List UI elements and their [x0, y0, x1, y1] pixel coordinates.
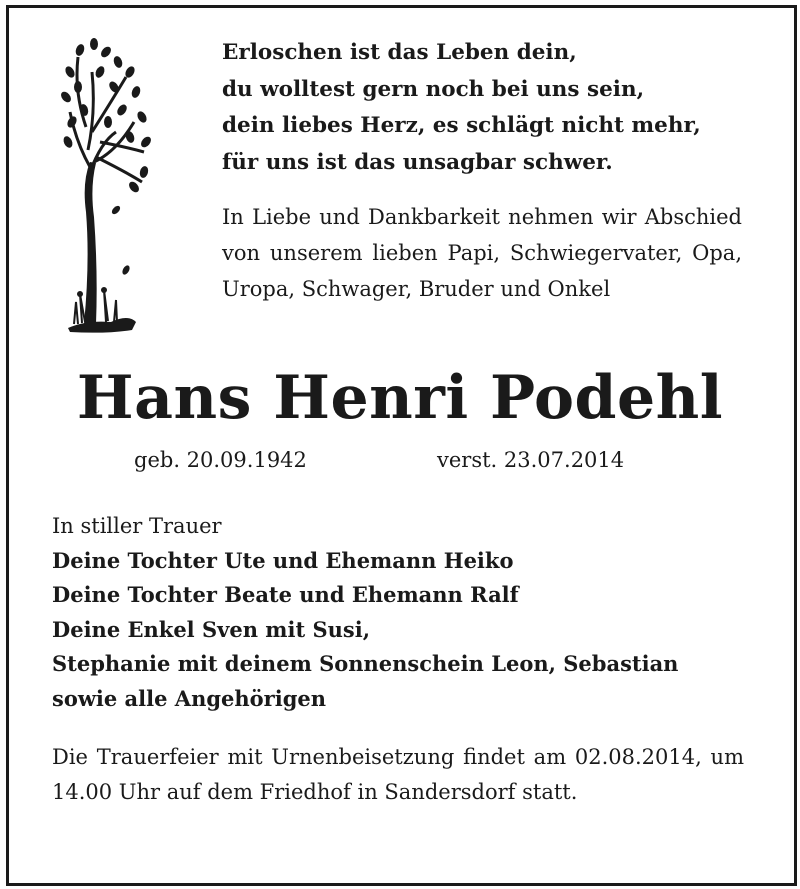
mourner-line: sowie alle Angehörigen	[52, 685, 327, 711]
mourner-line: Deine Tochter Ute und Ehemann Heiko	[52, 547, 514, 573]
poem	[222, 35, 762, 181]
mourner-line: Deine Tochter Beate und Ehemann Ralf	[52, 582, 519, 607]
death-date: verst. 23.07.2014	[437, 448, 625, 472]
poem-line: Erloschen ist das Leben dein,	[222, 40, 577, 65]
mourners-list	[52, 509, 752, 716]
poem-line: für uns ist das unsagbar schwer.	[222, 149, 613, 175]
birth-date: geb. 20.09.1942	[134, 448, 307, 472]
mourner-line: Stephanie mit deinem Sonnenschein Leon, Sebastian	[52, 651, 679, 676]
deceased-name: Hans Henri Podehl	[76, 363, 724, 433]
mourner-line: Deine Enkel Sven mit Susi,	[52, 616, 371, 642]
tree-icon	[56, 32, 156, 337]
farewell-intro: In Liebe und Dankbarkeit nehmen wir Abschied von unserem lieben Papi, Schwiegervater, Opa, Uropa, Schwager, Bruder und Onkel	[222, 205, 742, 301]
poem-line: du wolltest gern noch bei uns sein,	[222, 76, 645, 102]
mourners-heading: In stiller Trauer	[52, 514, 222, 538]
funeral-info: Die Trauerfeier mit Urnenbeisetzung findet am 02.08.2014, um 14.00 Uhr auf dem Friedhof in Sandersdorf statt.	[52, 745, 744, 804]
poem-line: dein liebes Herz, es schlägt nicht mehr,	[222, 113, 701, 138]
